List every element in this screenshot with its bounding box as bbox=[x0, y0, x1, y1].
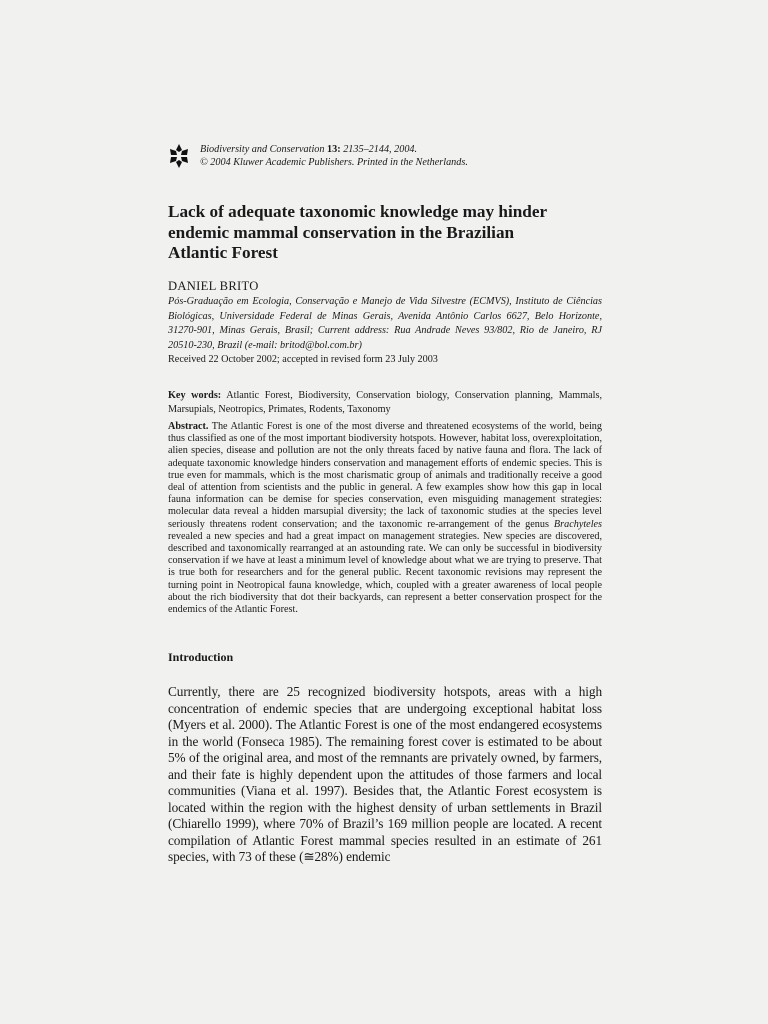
abstract bbox=[168, 421, 602, 616]
keywords-text: Atlantic Forest, Biodiversity, Conservation biology, Conservation planning, Mammals, Marsupials, Neotropics, Primates, Rodents, Taxonomy bbox=[168, 390, 602, 415]
title-line: Lack of adequate taxonomic knowledge may hinder bbox=[168, 202, 548, 221]
received-dates: Received 22 October 2002; accepted in revised form 23 July 2003 bbox=[168, 354, 438, 365]
journal-name: Biodiversity and Conservation bbox=[200, 144, 325, 155]
article-title bbox=[168, 202, 608, 264]
section-heading: Introduction bbox=[168, 650, 234, 664]
kluwer-logo-icon bbox=[168, 143, 190, 169]
journal-citation bbox=[200, 143, 468, 169]
keywords-label: Key words: bbox=[168, 390, 222, 401]
journal-volume: 13: bbox=[327, 144, 341, 155]
introduction-paragraph: Currently, there are 25 recognized biodiversity hotspots, areas with a high concentration of endemic species that are undergoing exceptional habitat loss (Myers et al. 2000). The Atlantic Forest is one of the most endangered ecosystems in the world (Fonseca 1985). The remaining forest cover is estimated to be about 5% of the original area, and most of the remnants are privately owned, by farmers, and their fate is highly dependent upon the attitudes of those farmers and local communities (Viana et al. 1997). Besides that, the Atlantic Forest ecosystem is located within the region with the highest density of urban settlements in Brazil (Chiarello 1999), where 70% of Brazil’s 169 million people are located. A recent compilation of Atlantic Forest mammal species resulted in an estimate of 261 species, with 73 of these (≅28%) endemic bbox=[168, 684, 602, 864]
abstract-text-part1: The Atlantic Forest is one of the most diverse and threatened ecosystems of the world, being thus classified as one of the most important biodiversity hotspots. However, habitat loss, overexploitation, alien species, disease and pollution are not the only threats faced by native fauna and flora. The lack of adequate taxonomic knowledge hinders conservation and management efforts of endemic species. This is true even for mammals, which is the most charismatic group of animals and traditionally receive a good deal of attention from scientists and the public in general. A few examples show how this gap in local fauna information can be demise for species conservation, even misguiding management strategies: molecular data reveal a hidden marsupial diversity; the lack of taxonomic studies at the species level seriously threatens rodent conservation; and the taxonomic re-arrangement of the genus bbox=[168, 421, 602, 530]
abstract-label: Abstract. bbox=[168, 421, 209, 432]
author-affiliation: Pós-Graduação em Ecologia, Conservação e Manejo de Vida Silvestre (ECMVS), Instituto de Ciências Biológicas, Universidade Federal de Minas Gerais, Avenida Antônio Carlos 6627, Belo Horizonte, 31270-901, Minas Gerais, Brasil; Current address: Rua Andrade Neves 93/802, Rio de Janeiro, RJ 20510-230, Brazil (e-mail: britod@bol.com.br) bbox=[168, 296, 602, 351]
citation-line bbox=[200, 143, 468, 156]
journal-masthead bbox=[168, 143, 608, 173]
copyright-line: © 2004 Kluwer Academic Publishers. Printed in the Netherlands. bbox=[200, 157, 468, 168]
abstract-genus: Brachyteles bbox=[553, 518, 603, 530]
title-line: endemic mammal conservation in the Brazilian bbox=[168, 222, 515, 242]
title-line: Atlantic Forest bbox=[168, 243, 278, 262]
author-name: DANIEL BRITO bbox=[168, 279, 259, 293]
journal-pages-year: 2135–2144, 2004. bbox=[343, 144, 418, 155]
keywords bbox=[168, 389, 602, 417]
abstract-text-part2: revealed a new species and had a great impact on management strategies. New species are discovered, described and taxonomically rearranged at an astounding rate. We can only be successful in biodiversity conservation if we have at least a minimum level of knowledge about what we are trying to preserve. That is true both for researchers and for the general public. Recent taxonomic revisions may represent the turning point in Neotropical fauna knowledge, which, coupled with a greater awareness of local people about the rich biodiversity that dot their backyards, can represent a better conservation prospect for the endemics of the Atlantic Forest. bbox=[168, 530, 602, 616]
